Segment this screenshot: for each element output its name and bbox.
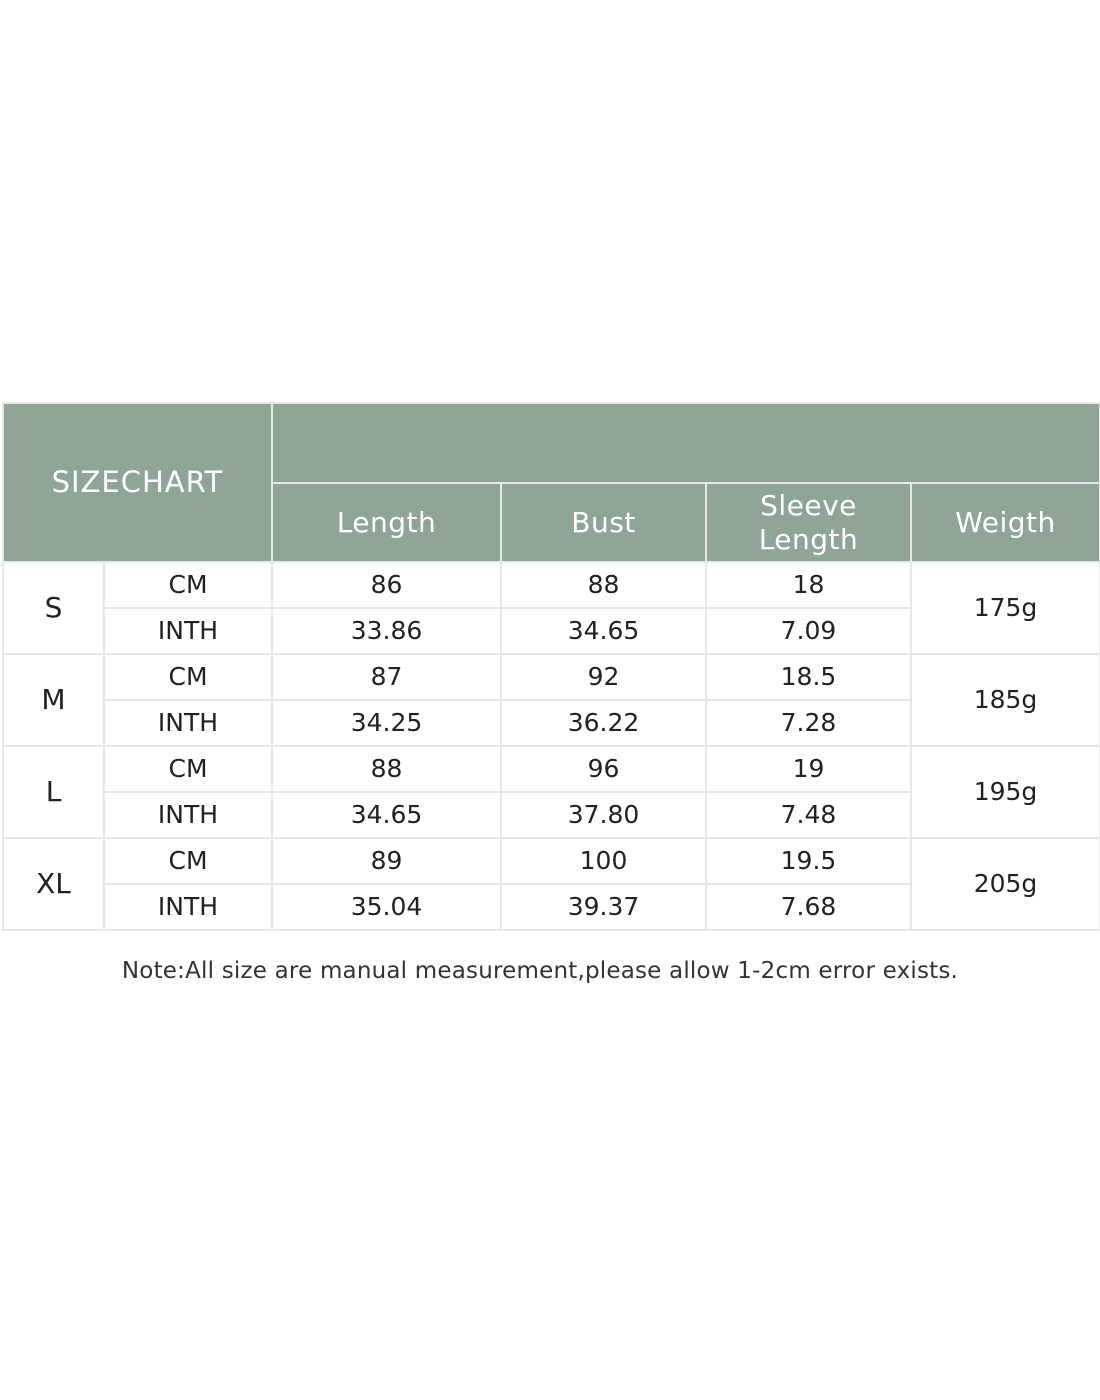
- table-row: [3, 654, 1100, 700]
- size-label: L: [3, 746, 104, 838]
- table-title: SIZECHART: [3, 403, 272, 562]
- header-blank-band: [272, 403, 1100, 483]
- cell-sleeve-inch: 7.48: [706, 792, 911, 838]
- size-chart-table: [2, 402, 1100, 931]
- cell-length-cm: 87: [272, 654, 501, 700]
- cell-length-cm: 89: [272, 838, 501, 884]
- cell-sleeve-cm: 19.5: [706, 838, 911, 884]
- cell-bust-inch: 39.37: [501, 884, 706, 930]
- cell-bust-cm: 92: [501, 654, 706, 700]
- unit-label-inch: INTH: [104, 608, 272, 654]
- cell-sleeve-inch: 7.68: [706, 884, 911, 930]
- cell-sleeve-cm: 18.5: [706, 654, 911, 700]
- size-label: M: [3, 654, 104, 746]
- table-row: [3, 562, 1100, 608]
- cell-bust-cm: 88: [501, 562, 706, 608]
- column-header-weight: Weigth: [911, 483, 1100, 562]
- cell-weight: 175g: [911, 562, 1100, 654]
- cell-sleeve-cm: 19: [706, 746, 911, 792]
- size-chart: [2, 402, 1099, 931]
- unit-label-cm: CM: [104, 562, 272, 608]
- measurement-note: Note:All size are manual measurement,please allow 1-2cm error exists.: [121, 958, 959, 984]
- cell-bust-cm: 100: [501, 838, 706, 884]
- cell-length-inch: 35.04: [272, 884, 501, 930]
- column-header-sleeve-length: Sleeve Length: [706, 483, 911, 562]
- cell-sleeve-cm: 18: [706, 562, 911, 608]
- cell-length-inch: 33.86: [272, 608, 501, 654]
- cell-weight: 205g: [911, 838, 1100, 930]
- cell-bust-inch: 36.22: [501, 700, 706, 746]
- cell-weight: 195g: [911, 746, 1100, 838]
- cell-length-inch: 34.25: [272, 700, 501, 746]
- unit-label-cm: CM: [104, 746, 272, 792]
- cell-sleeve-inch: 7.28: [706, 700, 911, 746]
- unit-label-inch: INTH: [104, 792, 272, 838]
- cell-weight: 185g: [911, 654, 1100, 746]
- unit-label-cm: CM: [104, 654, 272, 700]
- cell-length-inch: 34.65: [272, 792, 501, 838]
- table-row: [3, 838, 1100, 884]
- cell-length-cm: 88: [272, 746, 501, 792]
- size-label: S: [3, 562, 104, 654]
- column-header-bust: Bust: [501, 483, 706, 562]
- table-row: [3, 746, 1100, 792]
- cell-length-cm: 86: [272, 562, 501, 608]
- unit-label-cm: CM: [104, 838, 272, 884]
- cell-sleeve-inch: 7.09: [706, 608, 911, 654]
- cell-bust-inch: 37.80: [501, 792, 706, 838]
- column-header-length: Length: [272, 483, 501, 562]
- size-label: XL: [3, 838, 104, 930]
- unit-label-inch: INTH: [104, 700, 272, 746]
- cell-bust-inch: 34.65: [501, 608, 706, 654]
- unit-label-inch: INTH: [104, 884, 272, 930]
- cell-bust-cm: 96: [501, 746, 706, 792]
